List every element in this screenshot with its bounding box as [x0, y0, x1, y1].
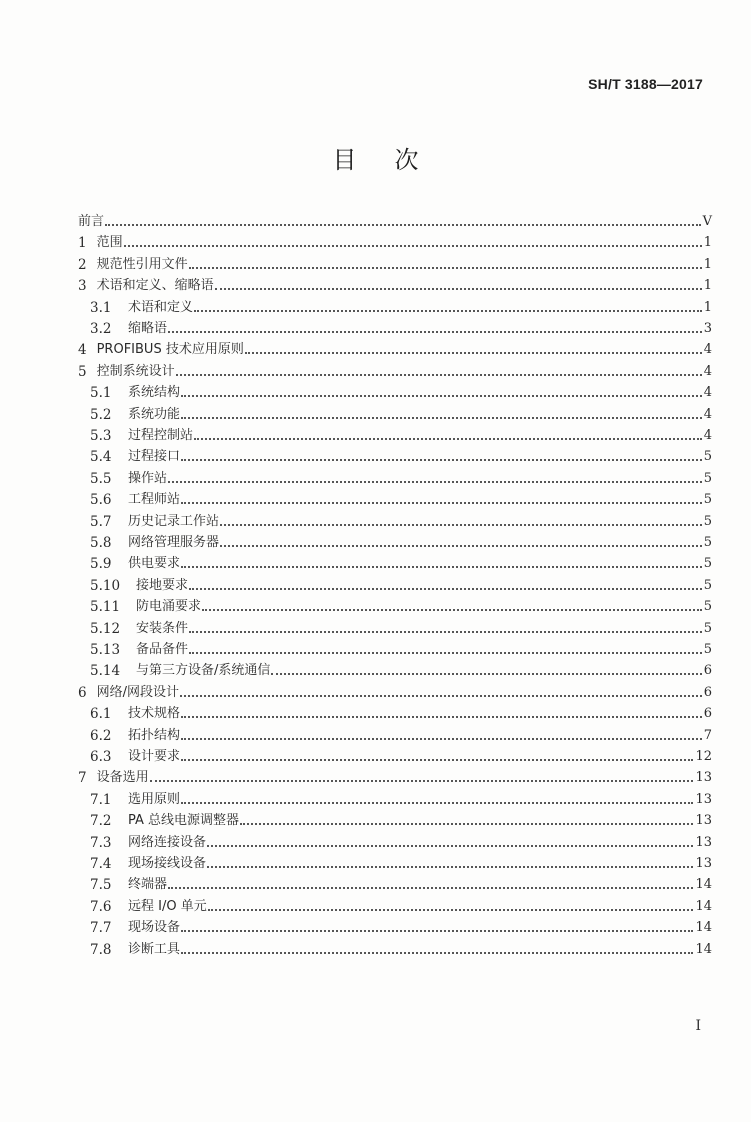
toc-entry-number: 5: [78, 363, 87, 380]
toc-entry-title: 系统功能: [128, 406, 181, 422]
toc-entry-title: 控制系统设计: [96, 363, 175, 379]
toc-entry-page: 5: [703, 513, 712, 529]
toc-entry-title: 供电要求: [128, 556, 181, 572]
toc-entry-number: 7.4: [90, 856, 112, 872]
toc-entry-title: 前言: [78, 214, 105, 229]
toc-entry-number: 4: [78, 342, 87, 359]
toc-dot-leader: [181, 459, 702, 461]
toc-dot-leader: [181, 395, 702, 397]
toc-entry[interactable]: [90, 917, 712, 937]
toc-entry-number: 7.6: [90, 898, 112, 915]
toc-entry-number: 7.7: [90, 920, 112, 937]
toc-entry[interactable]: [78, 339, 712, 359]
toc-dot-leader: [208, 909, 694, 911]
toc-entry-page: 1: [703, 278, 712, 294]
toc-entry[interactable]: [90, 639, 712, 659]
toc-entry-number: 5.2: [90, 406, 112, 423]
toc-entry[interactable]: [78, 275, 712, 295]
toc-dot-leader: [168, 331, 702, 333]
toc-entry-page: 14: [695, 941, 712, 957]
toc-entry-title: 安装条件: [136, 620, 189, 636]
toc-entry-title: 选用原则: [128, 791, 181, 807]
toc-entry-page: 6: [703, 706, 712, 722]
toc-entry[interactable]: [90, 382, 712, 402]
toc-entry-title: 防电涌要求: [136, 599, 202, 615]
page-title: 目次: [332, 146, 457, 174]
toc-entry-number: 5.11: [90, 599, 121, 616]
toc-entry-page: 6: [703, 684, 712, 700]
toc-entry[interactable]: [90, 789, 712, 809]
toc-entry-page: 13: [695, 791, 712, 807]
toc-entry-title: 设备选用: [96, 770, 149, 786]
toc-entry[interactable]: [90, 618, 712, 638]
toc-entry[interactable]: [90, 511, 712, 531]
toc-entry-number: 7: [78, 770, 87, 787]
toc-dot-leader: [181, 502, 702, 504]
toc-entry-page: 6: [703, 663, 712, 679]
toc-entry-page: 5: [703, 556, 712, 572]
toc-entry-number: 5.4: [90, 449, 112, 466]
toc-entry-number: 2: [78, 256, 87, 273]
toc-entry-title: PROFIBUS 技术应用原则: [96, 342, 244, 358]
toc-entry-number: 5.14: [90, 663, 121, 680]
toc-entry-title: 现场接线设备: [128, 856, 207, 871]
toc-entry-number: 5.1: [90, 385, 112, 402]
toc-entry-number: 1: [78, 235, 87, 252]
toc-entry-page: 5: [703, 642, 712, 657]
toc-entry-number: 7.2: [90, 813, 112, 830]
toc-entry-page: 1: [703, 235, 712, 251]
toc-dot-leader: [181, 738, 702, 740]
toc-entry-page: 5: [703, 620, 712, 636]
toc-entry[interactable]: [90, 703, 712, 723]
toc-entry-title: 与第三方设备/系统通信: [136, 663, 271, 679]
toc-entry-number: 5.6: [90, 492, 112, 509]
toc-entry-page: 14: [695, 877, 712, 893]
toc-entry-title: 接地要求: [136, 577, 189, 593]
toc-entry-page: 14: [695, 898, 712, 914]
toc-entry-page: 1: [703, 256, 712, 272]
toc-entry-page: 7: [703, 727, 712, 743]
toc-entry-number: 7.5: [90, 877, 112, 894]
toc-entry[interactable]: [78, 232, 712, 252]
toc-dot-leader: [181, 716, 702, 718]
toc-entry-title: 诊断工具: [128, 941, 181, 957]
toc-entry-page: 14: [695, 920, 712, 936]
toc-entry-page: 5: [703, 470, 712, 486]
toc-dot-leader: [181, 930, 693, 932]
toc-entry-page: 13: [695, 770, 712, 786]
toc-entry-title: 过程控制站: [128, 428, 194, 443]
toc-dot-leader: [189, 588, 702, 590]
toc-entry-title: 网络管理服务器: [128, 535, 220, 550]
toc-entry-title: 技术规格: [128, 706, 181, 722]
toc-entry-page: V: [702, 214, 712, 229]
toc-entry[interactable]: [78, 254, 712, 274]
toc-entry[interactable]: [78, 361, 712, 381]
toc-entry-number: 6.2: [90, 727, 112, 744]
toc-entry-number: 3: [78, 278, 87, 295]
toc-entry-page: 12: [695, 749, 712, 764]
toc-entry[interactable]: [78, 767, 712, 787]
toc-entry[interactable]: [90, 318, 712, 338]
toc-entry[interactable]: [90, 874, 712, 894]
toc-entry-title: 系统结构: [128, 385, 181, 401]
toc-entry-number: 5.7: [90, 513, 112, 530]
toc-entry-page: 5: [703, 449, 712, 465]
toc-entry[interactable]: [90, 939, 712, 959]
toc-dot-leader: [207, 866, 693, 868]
toc-dot-leader: [150, 780, 694, 782]
toc-entry[interactable]: [78, 211, 712, 231]
toc-entry-number: 5.13: [90, 642, 121, 658]
toc-entry-title: 规范性引用文件: [96, 256, 188, 272]
toc-entry-number: 5.10: [90, 577, 121, 594]
toc-entry[interactable]: [90, 596, 712, 616]
toc-dot-leader: [245, 352, 702, 354]
toc-entry-title: 过程接口: [128, 449, 181, 465]
toc-dot-leader: [215, 288, 702, 290]
toc-entry[interactable]: [90, 575, 712, 595]
page-number: I: [695, 1018, 701, 1034]
toc-entry-page: 4: [703, 428, 712, 443]
toc-entry-page: 13: [695, 813, 712, 829]
toc-dot-leader: [180, 695, 702, 697]
toc-dot-leader: [189, 652, 702, 654]
toc-dot-leader: [220, 545, 702, 547]
standard-number: SH/T 3188—2017: [588, 76, 703, 92]
toc-entry-title: 术语和定义、缩略语: [96, 278, 214, 294]
toc-entry[interactable]: [90, 532, 712, 552]
toc-dot-leader: [271, 673, 701, 675]
toc-entry-title: 术语和定义: [128, 299, 194, 315]
toc-entry-page: 5: [703, 535, 712, 550]
toc-entry[interactable]: [90, 468, 712, 488]
toc-entry-title: 网络/网段设计: [96, 684, 179, 700]
toc-entry-title: 终端器: [128, 877, 168, 893]
toc-entry-title: 工程师站: [128, 492, 181, 508]
toc-entry[interactable]: [90, 425, 712, 445]
toc-entry[interactable]: [90, 853, 712, 873]
toc-entry-page: 1: [703, 299, 712, 315]
toc-entry-number: 5.5: [90, 470, 112, 487]
toc-entry[interactable]: [90, 746, 712, 766]
toc-dot-leader: [181, 417, 702, 419]
toc-dot-leader: [207, 845, 693, 847]
toc-entry-page: 5: [703, 492, 712, 508]
toc-entry-page: 4: [703, 385, 712, 401]
toc-entry-page: 5: [703, 577, 712, 593]
toc-dot-leader: [181, 566, 702, 568]
toc-entry[interactable]: [90, 810, 712, 830]
toc-entry-page: 5: [703, 599, 712, 615]
toc-entry-number: 5.12: [90, 620, 121, 637]
toc-entry[interactable]: [90, 660, 712, 680]
toc-entry-number: 6: [78, 684, 87, 701]
toc-dot-leader: [181, 802, 693, 804]
toc-dot-leader: [202, 609, 702, 611]
toc-entry-number: 5.9: [90, 556, 112, 573]
toc-entry[interactable]: [90, 297, 712, 317]
toc-dot-leader: [194, 310, 702, 312]
toc-dot-leader: [194, 438, 702, 440]
toc-entry-title: PA 总线电源调整器: [128, 813, 240, 829]
toc-dot-leader: [105, 224, 701, 226]
toc-dot-leader: [189, 631, 702, 633]
toc-entry-title: 设计要求: [128, 749, 181, 764]
toc-entry[interactable]: [90, 725, 712, 745]
toc-entry[interactable]: [90, 896, 712, 916]
toc-entry-title: 范围: [96, 235, 123, 251]
toc-entry-number: 3.2: [90, 321, 112, 337]
toc-entry-number: 7.8: [90, 941, 112, 958]
toc-entry[interactable]: [78, 682, 712, 702]
toc-dot-leader: [181, 759, 693, 761]
toc-entry[interactable]: [90, 832, 712, 852]
toc-entry-number: 5.8: [90, 535, 112, 551]
toc-entry-number: 3.1: [90, 299, 112, 316]
toc-entry-title: 远程 I/O 单元: [128, 898, 207, 914]
toc-entry[interactable]: [90, 404, 712, 424]
toc-entry-number: 6.1: [90, 706, 112, 723]
toc-entry-page: 3: [703, 321, 712, 336]
toc-entry-page: 4: [703, 342, 712, 358]
toc-entry[interactable]: [90, 446, 712, 466]
toc-entry-title: 网络连接设备: [128, 834, 207, 850]
toc-entry-number: 6.3: [90, 749, 112, 765]
toc-entry-page: 4: [703, 406, 712, 422]
toc-entry-page: 13: [695, 856, 712, 871]
toc-dot-leader: [220, 524, 702, 526]
toc-entry-title: 缩略语: [128, 321, 168, 336]
toc-entry-number: 7.3: [90, 834, 112, 851]
toc-entry-title: 备品备件: [136, 642, 189, 657]
toc-dot-leader: [189, 267, 702, 269]
toc-entry-title: 历史记录工作站: [128, 513, 220, 529]
toc-dot-leader: [181, 952, 693, 954]
toc-dot-leader: [168, 887, 693, 889]
toc-dot-leader: [124, 245, 702, 247]
toc-dot-leader: [176, 374, 702, 376]
toc-entry-page: 4: [703, 363, 712, 379]
toc-entry-number: 5.3: [90, 428, 112, 444]
toc-entry-title: 操作站: [128, 470, 168, 486]
toc-dot-leader: [168, 481, 702, 483]
toc-entry[interactable]: [90, 489, 712, 509]
toc-entry[interactable]: [90, 553, 712, 573]
toc-entry-title: 现场设备: [128, 920, 181, 936]
toc-entry-title: 拓扑结构: [128, 727, 181, 743]
toc-dot-leader: [240, 823, 693, 825]
toc-entry-number: 7.1: [90, 791, 112, 808]
toc-entry-page: 13: [695, 834, 712, 850]
